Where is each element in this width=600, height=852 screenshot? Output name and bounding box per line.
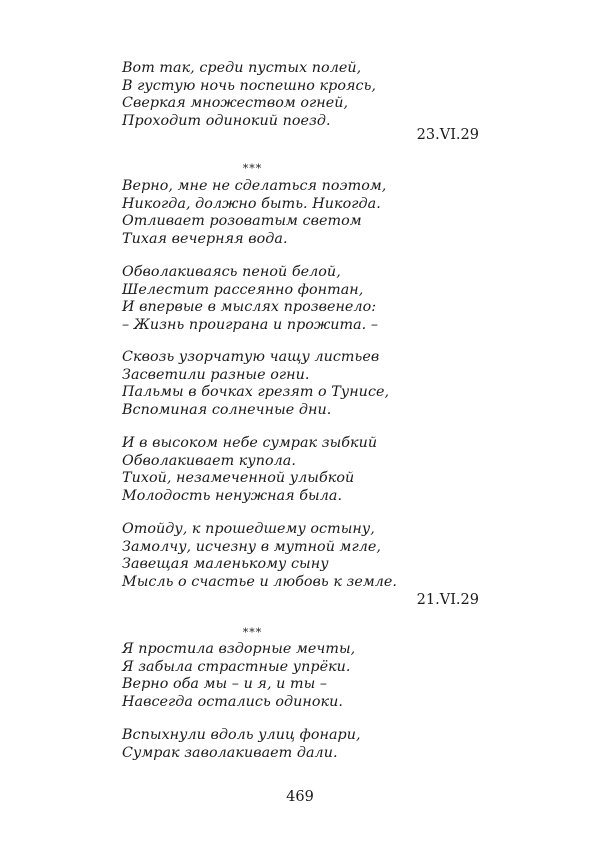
poem-line: Навсегда остались одиноки. bbox=[122, 693, 343, 710]
poem-2-stanza-3 bbox=[122, 349, 389, 419]
poem-line: Отливает розоватым светом bbox=[122, 213, 362, 230]
poem-line: Вспыхнули вдоль улиц фонари, bbox=[122, 727, 361, 743]
poem-line: Я забыла страстные упрёки. bbox=[122, 658, 351, 675]
poem-line: Обволакиваясь пеной белой, bbox=[122, 264, 341, 280]
poem-line: Пальмы в бочках грезят о Тунисе, bbox=[122, 384, 390, 401]
poem-line: Я простила вздорные мечты, bbox=[122, 641, 356, 657]
poem-line: Отойду, к прошедшему остыну, bbox=[122, 521, 375, 537]
poem-line: Обволакивает купола. bbox=[122, 452, 296, 469]
poem-line: Тихая вечерняя вода. bbox=[122, 230, 288, 247]
poem-line: – Жизнь проиграна и прожита. – bbox=[122, 316, 379, 333]
poem-line: Верно оба мы – и я, и ты – bbox=[122, 676, 328, 693]
poem-line: Молодость ненужная была. bbox=[122, 487, 343, 504]
poem-2-stanza-2 bbox=[122, 264, 378, 334]
poem-line: В густую ночь поспешно кроясь, bbox=[122, 77, 377, 94]
poem-line: Проходит одинокий поезд. bbox=[122, 112, 331, 129]
poem-3-stanza-2 bbox=[122, 727, 361, 762]
poem-line: Мысль о счастье и любовь к земле. bbox=[122, 573, 398, 590]
poem-line: Засветили разные огни. bbox=[122, 366, 310, 383]
poem-2-stanza-4 bbox=[122, 435, 377, 505]
poem-line: И в высоком небе сумрак зыбкий bbox=[122, 435, 378, 451]
poem-1-date: 23.VI.29 bbox=[416, 127, 479, 143]
page-number: 469 bbox=[286, 789, 314, 805]
poem-line: Сквозь узорчатую чащу листьев bbox=[122, 349, 380, 365]
poem-line: Верно, мне не сделаться поэтом, bbox=[122, 178, 387, 194]
poem-2-stanza-5 bbox=[122, 521, 397, 591]
poem-line: Тихой, незамеченной улыбкой bbox=[122, 470, 355, 487]
poem-3-stanza-1 bbox=[122, 641, 355, 711]
poem-2-stanza-1 bbox=[122, 178, 386, 248]
separator-stars: *** bbox=[242, 162, 263, 175]
poem-line: И впервые в мыслях прозвенело: bbox=[122, 299, 377, 316]
poem-line: Вот так, среди пустых полей, bbox=[122, 60, 362, 76]
poem-line: Замолчу, исчезну в мутной мгле, bbox=[122, 538, 381, 555]
poem-line: Сверкая множеством огней, bbox=[122, 95, 349, 112]
separator-stars: *** bbox=[242, 626, 263, 639]
poem-line: Шелестит рассеянно фонтан, bbox=[122, 281, 364, 298]
poem-line: Сумрак заволакивает дали. bbox=[122, 744, 338, 761]
poem-line: Никогда, должно быть. Никогда. bbox=[122, 195, 381, 212]
poem-1-stanza-1 bbox=[122, 60, 376, 130]
poem-line: Вспоминая солнечные дни. bbox=[122, 401, 332, 418]
poem-line: Завещая маленькому сыну bbox=[122, 556, 329, 573]
poem-2-date: 21.VI.29 bbox=[416, 592, 479, 608]
